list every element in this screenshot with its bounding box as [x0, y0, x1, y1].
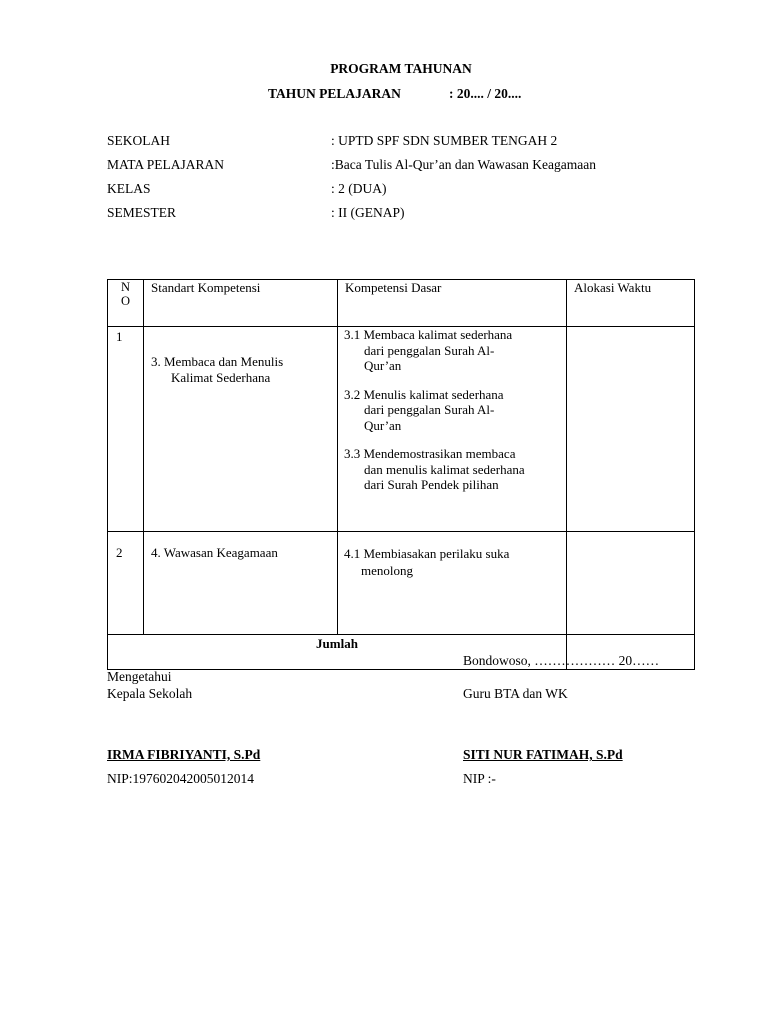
class-label: KELAS: [107, 181, 151, 196]
kd-line: dari penggalan Surah Al-: [364, 342, 495, 358]
table-header-row: [108, 280, 695, 327]
sk-line: 3. Membaca dan Menulis: [151, 354, 284, 369]
header-standard-competency: Standart Kompetensi: [144, 280, 338, 327]
time-allocation-cell: [567, 327, 695, 532]
academic-year-value: : 20.... / 20....: [449, 86, 522, 101]
row-number: 2: [108, 532, 144, 635]
kd-line: menolong: [361, 563, 413, 578]
time-allocation-cell: [567, 532, 695, 635]
acknowledged-label: Mengetahui: [107, 669, 172, 684]
principal-nip: NIP:197602042005012014: [107, 771, 255, 786]
header-time-allocation: Alokasi Waktu: [567, 280, 695, 327]
table-row: [108, 532, 695, 635]
basic-competency-cell: [338, 327, 567, 532]
kd-line: Qur’an: [364, 417, 402, 433]
place-date: Bondowoso, ……………… 20……: [463, 653, 660, 668]
kd-line: dari Surah Pendek pilihan: [364, 477, 499, 492]
teacher-title: Guru BTA dan WK: [463, 686, 568, 701]
class-value: : 2 (DUA): [331, 181, 387, 196]
principal-name: IRMA FIBRIYANTI, S.Pd: [107, 747, 261, 762]
semester-value: : II (GENAP): [331, 205, 405, 220]
kd-line: 3.2 Menulis kalimat sederhana: [344, 386, 504, 402]
kd-line: 4.1 Membiasakan perilaku suka: [344, 546, 510, 561]
school-label: SEKOLAH: [107, 133, 170, 148]
teacher-name: SITI NUR FATIMAH, S.Pd: [463, 747, 623, 762]
basic-competency-cell: [338, 532, 567, 635]
standard-competency-cell: 4. Wawasan Keagamaan: [144, 532, 338, 635]
subject-label: MATA PELAJARAN: [107, 157, 225, 172]
school-value: : UPTD SPF SDN SUMBER TENGAH 2: [331, 133, 558, 148]
standard-competency-cell: [144, 327, 338, 532]
table-row: [108, 327, 695, 532]
kd-item: [344, 387, 566, 434]
header-no-line1: N: [120, 280, 131, 294]
kd-line: 3.3 Mendemostrasikan membaca: [344, 446, 516, 461]
kd-line: 3.1 Membaca kalimat sederhana: [344, 327, 513, 342]
kd-item: [344, 446, 566, 493]
kd-line: Qur’an: [364, 358, 402, 373]
header-no: [108, 280, 144, 327]
kd-line: dan menulis kalimat sederhana: [364, 461, 525, 477]
document-title: PROGRAM TAHUNAN: [330, 61, 472, 76]
teacher-nip: NIP :-: [463, 771, 496, 786]
academic-year-label: TAHUN PELAJARAN: [268, 86, 401, 101]
row-number: 1: [108, 327, 144, 532]
sk-line: Kalimat Sederhana: [171, 369, 271, 385]
header-basic-competency: Kompetensi Dasar: [338, 280, 567, 327]
subject-value: :Baca Tulis Al-Qur’an dan Wawasan Keagamaan: [331, 157, 596, 172]
header-no-line2: O: [120, 294, 131, 308]
principal-title: Kepala Sekolah: [107, 686, 193, 701]
kd-item: [344, 327, 566, 374]
total-label: Jumlah: [108, 635, 567, 670]
semester-label: SEMESTER: [107, 205, 177, 220]
program-table: [107, 279, 695, 670]
kd-line: dari penggalan Surah Al-: [364, 402, 495, 417]
